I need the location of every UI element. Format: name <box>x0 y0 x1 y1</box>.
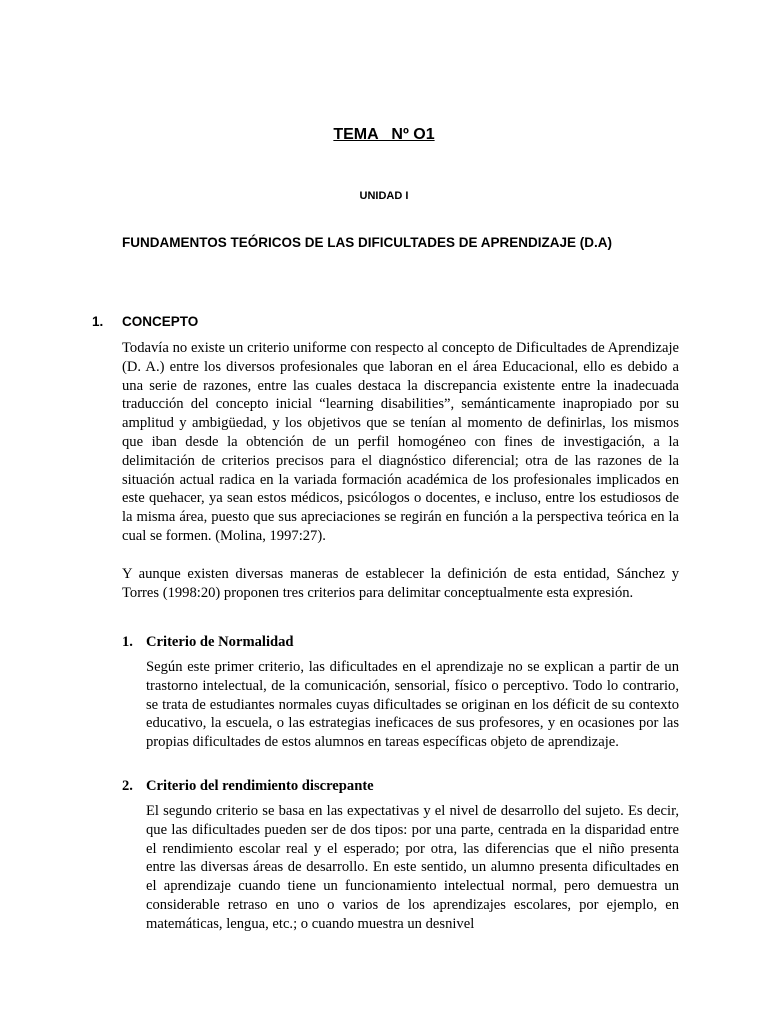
document-subtitle: FUNDAMENTOS TEÓRICOS DE LAS DIFICULTADES DE APRENDIZAJE (D.A) <box>122 235 613 250</box>
unit-heading: UNIDAD I <box>359 190 409 202</box>
criterion-2-title: Criterio del rendimiento discrepante <box>146 778 374 794</box>
section-number: 1. <box>92 314 104 329</box>
criterion-1-text: Según este primer criterio, las dificultades en el aprendizaje no se explican a partir de un trastorno intelectual, de la comunicación, sensorial, físico o perceptivo. Todo lo contrario, se trata de estudiantes normales cuyas dificultades se originan en los déficit de su contexto educativo, la escuela, o las estrategias ineficaces de sus profesores, y en ocasiones por las propias dificultades de estos alumnos en tareas específicas objeto de aprendizaje. <box>146 659 679 751</box>
criterion-1-title: Criterio de Normalidad <box>146 634 294 650</box>
concept-paragraph-1: Todavía no existe un criterio uniforme con respecto al concepto de Dificultades de Aprendizaje (D. A.) entre los diversos profesionales que laboran en el área Educacional, ello es debido a una serie de razones, entre las cuales destaca la discrepancia existente entre la inadecuada traducción del concepto inicial “learning disabilities”, semánticamente inapropiado por su amplitud y ambigüedad, y los objetivos que se tenían al momento de definirlas, los mismos que iban desde la obtención de un perfil homogéneo con fines de investigación, a la delimitación de criterios precisos para el diagnóstico diferencial; otra de las razones de la situación actual radica en la variada formación académica de los profesionales implicados en este quehacer, ya sean estos médicos, psicólogos o docentes, e incluso, entre los estudiosos de la misma área, puesto que sus apreciaciones se regirán en función a la perspectiva teórica en la cual se formen. (Molina, 1997:27). <box>122 340 679 544</box>
criterion-2-text: El segundo criterio se basa en las expectativas y el nivel de desarrollo del sujeto. Es decir, que las dificultades pueden ser de dos tipos: por una parte, centrada en la disparidad entre el rendimiento escolar real y el esperado; por otra, las diferencias que el niño presenta entre las diversas áreas de desarrollo. En este sentido, un alumno presenta dificultades en el aprendizaje cuando tiene un funcionamiento intelectual normal, pero demuestra un considerable retraso en uno o varios de los aprendizajes escolares, por ejemplo, en matemáticas, lengua, etc.; o cuando muestra un desnivel <box>146 803 679 932</box>
criterion-2-number: 2. <box>122 778 133 794</box>
concept-paragraph-2: Y aunque existen diversas maneras de establecer la definición de esta entidad, Sánchez y Torres (1998:20) proponen tres criterios para delimitar conceptualmente esta expresión. <box>122 566 679 601</box>
criterion-1-number: 1. <box>122 634 133 650</box>
document-title: TEMA Nº O1 <box>333 126 435 143</box>
section-title: CONCEPTO <box>122 314 199 329</box>
